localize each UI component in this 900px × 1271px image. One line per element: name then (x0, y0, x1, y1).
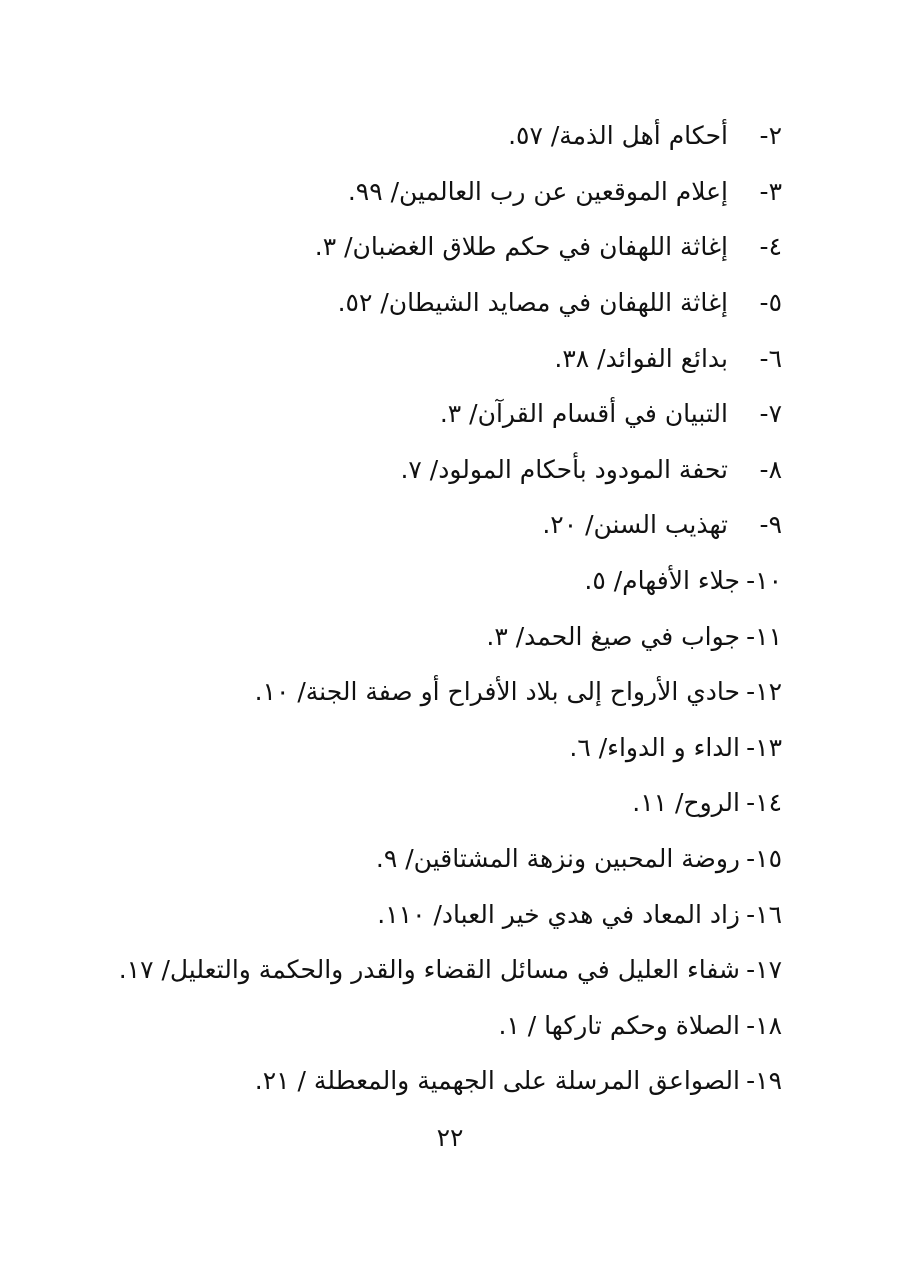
item-text: إغاثة اللهفان في مصايد الشيطان/ ٥٢. (337, 288, 728, 318)
item-text: الداء و الدواء/ ٦. (569, 732, 740, 762)
item-text: جواب في صيغ الحمد/ ٣. (486, 621, 740, 651)
list-item (62, 831, 782, 887)
list-item (62, 720, 782, 776)
item-number: ١٥- (746, 844, 782, 874)
item-number: ٢- (759, 121, 782, 151)
item-number: ٤- (759, 232, 782, 262)
list-item (62, 608, 782, 664)
list-item (62, 330, 782, 386)
item-text: التبيان في أقسام القرآن/ ٣. (439, 399, 728, 429)
list-item (62, 219, 782, 275)
item-text: زاد المعاد في هدي خير العباد/ ١١٠. (377, 899, 740, 929)
item-number: ٧- (759, 399, 782, 429)
list-item (62, 1053, 782, 1109)
list-item (62, 664, 782, 720)
item-number: ١٧- (746, 955, 782, 985)
list-item (62, 497, 782, 553)
item-number: ١٠- (746, 566, 782, 596)
item-text: روضة المحبين ونزهة المشتاقين/ ٩. (375, 844, 740, 874)
item-number: ١٢- (746, 677, 782, 707)
item-text: بدائع الفوائد/ ٣٨. (554, 343, 728, 373)
item-text: الصلاة وحكم تاركها / ١. (498, 1010, 740, 1040)
list-item (62, 108, 782, 164)
item-number: ٨- (759, 454, 782, 484)
item-number: ١٩- (746, 1066, 782, 1096)
item-text: إعلام الموقعين عن رب العالمين/ ٩٩. (347, 176, 728, 206)
item-text: أحكام أهل الذمة/ ٥٧. (508, 121, 728, 151)
list-item (62, 942, 782, 998)
item-number: ١٣- (746, 732, 782, 762)
list-item (62, 553, 782, 609)
item-text: إغاثة اللهفان في حكم طلاق الغضبان/ ٣. (314, 232, 728, 262)
item-number: ٦- (759, 343, 782, 373)
item-text: جلاء الأفهام/ ٥. (584, 566, 740, 596)
item-text: شفاء العليل في مسائل القضاء والقدر والحكمة والتعليل/ ١٧. (118, 955, 740, 985)
item-number: ٥- (759, 288, 782, 318)
list-item (62, 886, 782, 942)
list-item (62, 442, 782, 498)
item-number: ١١- (746, 621, 782, 651)
item-text: الروح/ ١١. (632, 788, 740, 818)
item-number: ١٤- (746, 788, 782, 818)
item-number: ٣- (759, 176, 782, 206)
item-number: ٩- (759, 510, 782, 540)
list-item (62, 386, 782, 442)
page-number: ٢٢ (436, 1123, 464, 1152)
list-item (62, 275, 782, 331)
list-item (62, 998, 782, 1054)
list-item (62, 775, 782, 831)
item-text: تهذيب السنن/ ٢٠. (542, 510, 728, 540)
book-reference-list (62, 108, 782, 1109)
item-number: ١٨- (746, 1010, 782, 1040)
list-item (62, 164, 782, 220)
item-number: ١٦- (746, 899, 782, 929)
item-text: الصواعق المرسلة على الجهمية والمعطلة / ٢١. (254, 1066, 740, 1096)
item-text: حادي الأرواح إلى بلاد الأفراح أو صفة الجنة/ ١٠. (254, 677, 740, 707)
item-text: تحفة المودود بأحكام المولود/ ٧. (400, 454, 728, 484)
